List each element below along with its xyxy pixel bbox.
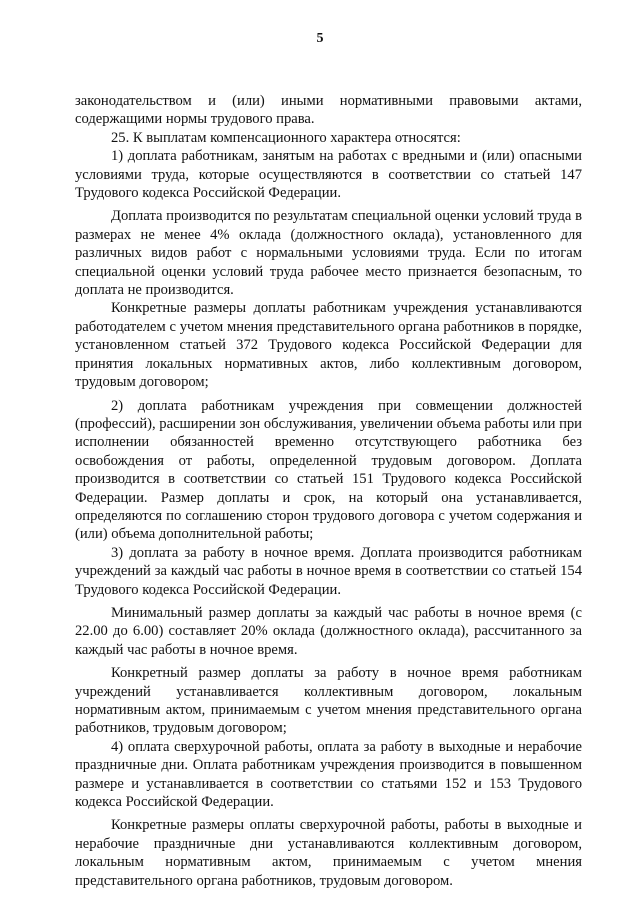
paragraph-item-2: 2) доплата работникам учреждения при совмещении должностей (профессий), расширении зон обслуживания, увеличении объема работы или при исполнении обязанностей временно отсутствующего работника без освобождения от работы, определенной трудовым договором. Доплата производится в соответствии со статьей 151 Трудового кодекса Российской Федерации. Размер доплаты и срок, на который она устанавливается, определяются по соглашению сторон трудового договора с учетом содержания и (или) объема дополнительной работы; [75, 397, 582, 543]
paragraph-item-1-specific-sizes: Конкретные размеры доплаты работникам учреждения устанавливаются работодателем с учетом мнения представительного органа работников в порядке, установленном статьей 372 Трудового кодекса Российской Федерации для принятия локальных нормативных актов, либо коллективным договором, трудовым договором; [75, 300, 582, 391]
paragraph-item-4: 4) оплата сверхурочной работы, оплата за работу в выходные и нерабочие праздничные дни. Оплата работникам учреждения производится в повышенном размере и устанавливается в соответствии со статьями 152 и 153 Трудового кодекса Российской Федерации. [75, 738, 582, 811]
paragraph-item-4-specific-sizes: Конкретные размеры оплаты сверхурочной работы, работы в выходные и нерабочие праздничные дни устанавливаются коллективным договором, локальным нормативным актом, принимаемым с учетом мнения представительного органа работников, трудовым договором. [75, 817, 582, 889]
paragraph-continuation: законодательством и (или) иными нормативными правовыми актами, содержащими нормы трудового права. [75, 93, 582, 128]
paragraph-section-25: 25. К выплатам компенсационного характера относятся: [111, 129, 461, 146]
paragraph-item-1: 1) доплата работникам, занятым на работах с вредными и (или) опасными условиями труда, которые осуществляются в соответствии со статьей 147 Трудового кодекса Российской Федерации. [75, 148, 582, 202]
document-body [75, 92, 582, 890]
page-number: 5 [316, 31, 324, 46]
paragraph-item-3: 3) доплата за работу в ночное время. Доплата производится работникам учреждений за каждый час работы в ночное время в соответствии со статьей 154 Трудового кодекса Российской Федерации. [75, 544, 582, 598]
paragraph-item-3-specific-size: Конкретный размер доплаты за работу в ночное время работникам учреждений устанавливается коллективным договором, локальным нормативным актом, принимаемым с учетом мнения представительного органа работников, трудовым договором; [75, 665, 582, 737]
paragraph-item-3-minimum: Минимальный размер доплаты за каждый час работы в ночное время (с 22.00 до 6.00) составляет 20% оклада (должностного оклада), рассчитанного за каждый час работы в ночное время. [75, 604, 582, 658]
paragraph-item-1-details: Доплата производится по результатам специальной оценки условий труда в размерах не менее 4% оклада (должностного оклада), установленного для различных видов работ с нормальными условиями труда. Если по итогам специальной оценки условий труда рабочее место признается безопасным, то доплата не производится. [75, 208, 582, 299]
